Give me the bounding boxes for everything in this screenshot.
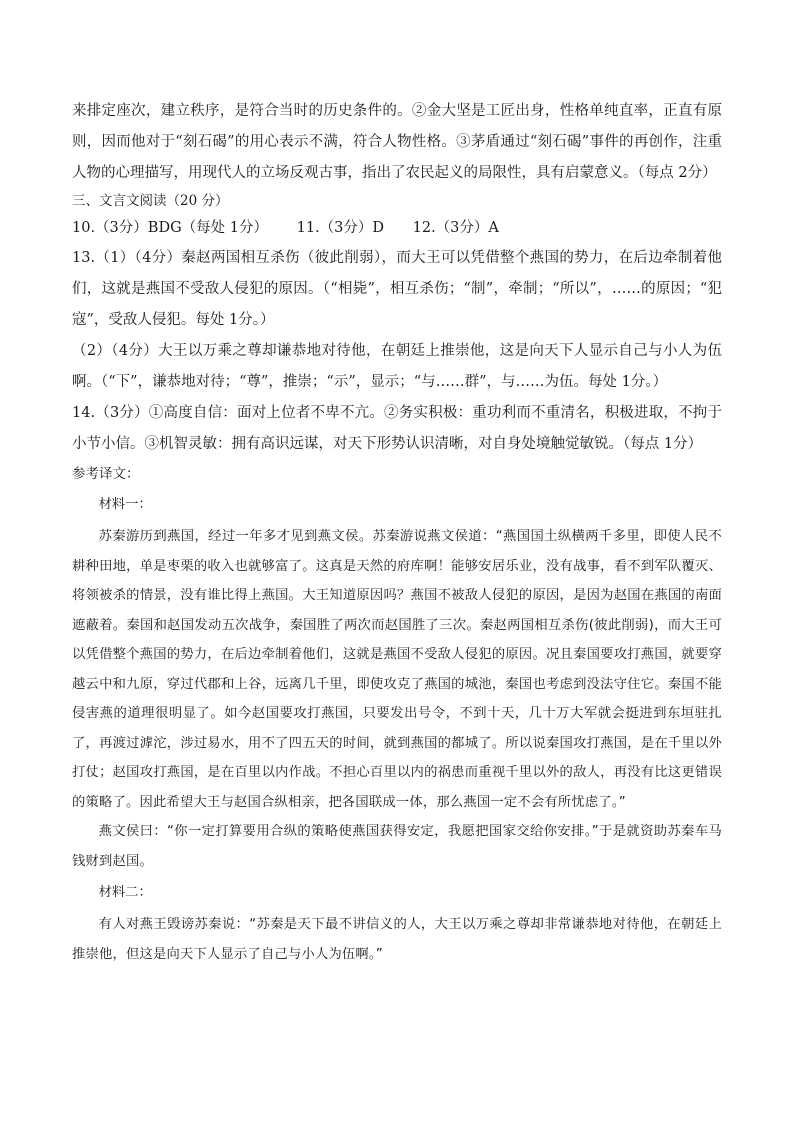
document-page <box>72 96 722 969</box>
previous-answer-continuation: 来排定座次，建立秩序，是符合当时的历史条件的。②金大坚是工匠出身，性格单纯直率，正直有原则，因而他对于“刻石碣”的用心表示不满，符合人物性格。③茅盾通过“刻石碣”事件的再创作，注重人物的心理描写，用现代人的立场反观古事，指出了农民起义的局限性，具有启蒙意义。（每点 2分） <box>72 103 722 181</box>
section-title: 三、文言文阅读（20 分） <box>72 193 229 209</box>
material-2-paragraph-1: 有人对燕王毁谤苏秦说：“苏秦是天下最不讲信义的人，大王以万乘之尊却非常谦恭地对待他，在朝廷上推崇他，但这是向天下人显示了自己与小人为伍啊。” <box>72 917 722 962</box>
material-1-paragraph-1: 苏秦游历到燕国，经过一年多才见到燕文侯。苏秦游说燕文侯道：“燕国国土纵横两千多里，即使人民不耕种田地，单是枣栗的收入也就够富了。这真是天然的府库啊！能够安居乐业，没有战事，看不到军队覆灭、将领被杀的情景，没有谁比得上燕国。大王知道原因吗？燕国不被敌人侵犯的原因，是因为赵国在燕国的南面遮蔽着。秦国和赵国发动五次战争，秦国胜了两次而赵国胜了三次。秦赵两国相互杀伤(彼此削弱)，而大王可以凭借整个燕国的势力，在后边牵制着他们，这就是燕国不受敌人侵犯的原因。况且秦国要攻打燕国，就要穿越云中和九原，穿过代郡和上谷，远离几千里，即使攻克了燕国的城池，秦国也考虑到没法守住它。秦国不能侵害燕的道理很明显了。如今赵国要攻打燕国，只要发出号令，不到十天，几十万大军就会挺进到东垣驻扎了，再渡过滹沱，涉过易水，用不了四五天的时间，就到燕国的都城了。所以说秦国攻打燕国，是在千里以外打仗；赵国攻打燕国，是在百里以内作战。不担心百里以内的祸患而重视千里以外的敌人，再没有比这更错误的策略了。因此希望大王与赵国合纵相亲，把各国联成一体，那么燕国一定不会有所忧虑了。” <box>72 529 722 810</box>
material-1-paragraph-2: 燕文侯曰：“你一定打算要用合纵的策略使燕国获得安定，我愿把国家交给你安排。”于是就资助苏秦车马钱财到赵国。 <box>72 824 722 869</box>
answer-14: 14.（3分）①高度自信：面对上位者不卑不亢。②务实积极：重功利而不重清名，积极进取，不拘于小节小信。③机智灵敏：拥有高识远谋，对天下形势认识清晰，对自身处境触觉敏锐。（每点 1分） <box>72 405 722 452</box>
material-1-label: 材料一： <box>98 497 152 512</box>
answer-10: 10.（3分）BDG（每处 1分） <box>72 220 268 236</box>
answer-11: 11.（3分）D <box>296 220 385 236</box>
answer-13-1: 13.（1）（4分）秦赵两国相互杀伤（彼此削弱），而大王可以凭借整个燕国的势力，在后边牵制着他们，这就是燕国不受敌人侵犯的原因。（“相毙”，相互杀伤；“制”，牵制；“所以”，……的原因；“犯寇”，受敌人侵犯。每处 1分。） <box>72 250 722 328</box>
answers-10-12 <box>72 214 722 243</box>
answer-12: 12.（3分）A <box>412 220 499 236</box>
material-2-label: 材料二： <box>98 885 152 900</box>
answer-13-2: （2）（4分）大王以万乘之尊却谦恭地对待他，在朝廷上推崇他，这是向天下人显示自己与小人为伍啊。（“下”，谦恭地对待；“尊”，推崇；“示”，显示；“与……群”，与……为伍。每处 1分。） <box>72 343 722 390</box>
reference-translation-title: 参考译文： <box>72 466 140 482</box>
